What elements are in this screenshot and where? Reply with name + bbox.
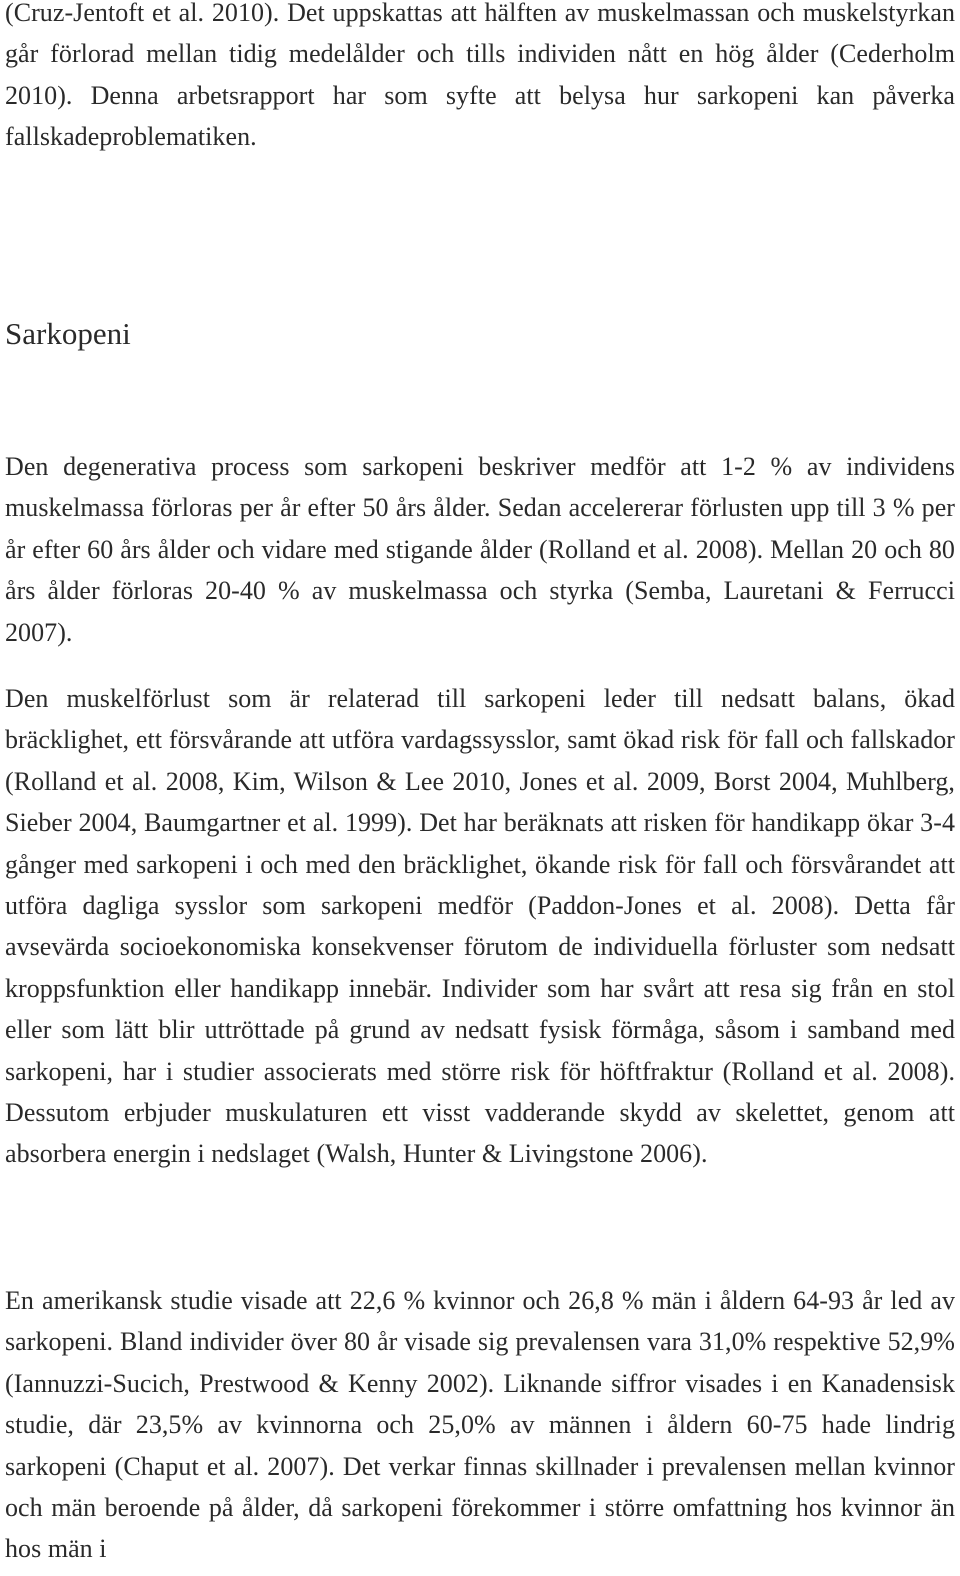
paragraph-prevalence: En amerikansk studie visade att 22,6 % kvinnor och 26,8 % män i åldern 64-93 år led av sarkopeni. Bland individer över 80 år visade sig prevalensen vara 31,0% respektive 52,9% (Iannuzzi-Sucich, Prestwood & Kenny 2002). Liknande siffror visades i en Kanadensisk studie, där 23,5% av kvinnorna och 25,0% av männen i åldern 60-75 hade lindrig sarkopeni (Chaput et al. 2007). Det verkar finnas skillnader i prevalensen mellan kvinnor och män beroende på ålder, då sarkopeni förekommer i större omfattning hos kvinnor än hos män i — [5, 1286, 955, 1564]
paragraph-definition: Den degenerativa process som sarkopeni beskriver medför att 1-2 % av individens muskelmassa förloras per år efter 50 års ålder. Sedan accelererar förlusten upp till 3 % per år efter 60 års ålder och vidare med stigande ålder (Rolland et al. 2008). Mellan 20 och 80 års ålder förloras 20-40 % av muskelmassa och styrka (Semba, Lauretani & Ferrucci 2007). — [5, 452, 955, 647]
paragraph-intro: (Cruz-Jentoft et al. 2010). Det uppskattas att hälften av muskelmassan och muskelstyrkan går förlorad mellan tidig medelålder och tills individen nått en hög ålder (Cederholm 2010). Denna arbetsrapport har som syfte att belysa hur sarkopeni kan påverka fallskadeproblematiken. — [5, 0, 955, 152]
section-heading: Sarkopeni — [5, 316, 131, 351]
paragraph-consequences: Den muskelförlust som är relaterad till sarkopeni leder till nedsatt balans, ökad bräcklighet, ett försvårande att utföra vardagssysslor, samt ökad risk för fall och fallskador (Rolland et al. 2008, Kim, Wilson & Lee 2010, Jones et al. 2009, Borst 2004, Muhlberg, Sieber 2004, Baumgartner et al. 1999). Det har beräknats att risken för handikapp ökar 3-4 gånger med sarkopeni i och med den bräcklighet, ökande risk för fall och försvårandet att utföra dagliga sysslor som sarkopeni medför (Paddon-Jones et al. 2008). Detta får avsevärda socioekonomiska konsekvenser förutom de individuella förluster som nedsatt kroppsfunktion eller handikapp innebär. Individer som har svårt att resa sig från en stol eller som lätt blir uttröttade på grund av nedsatt fysisk förmåga, såsom i samband med sarkopeni, har i studier associerats med större risk för höftfraktur (Rolland et al. 2008). Dessutom erbjuder muskulaturen ett visst vadderande skydd av skelettet, genom att absorbera energin i nedslaget (Walsh, Hunter & Livingstone 2006). — [5, 684, 955, 1169]
